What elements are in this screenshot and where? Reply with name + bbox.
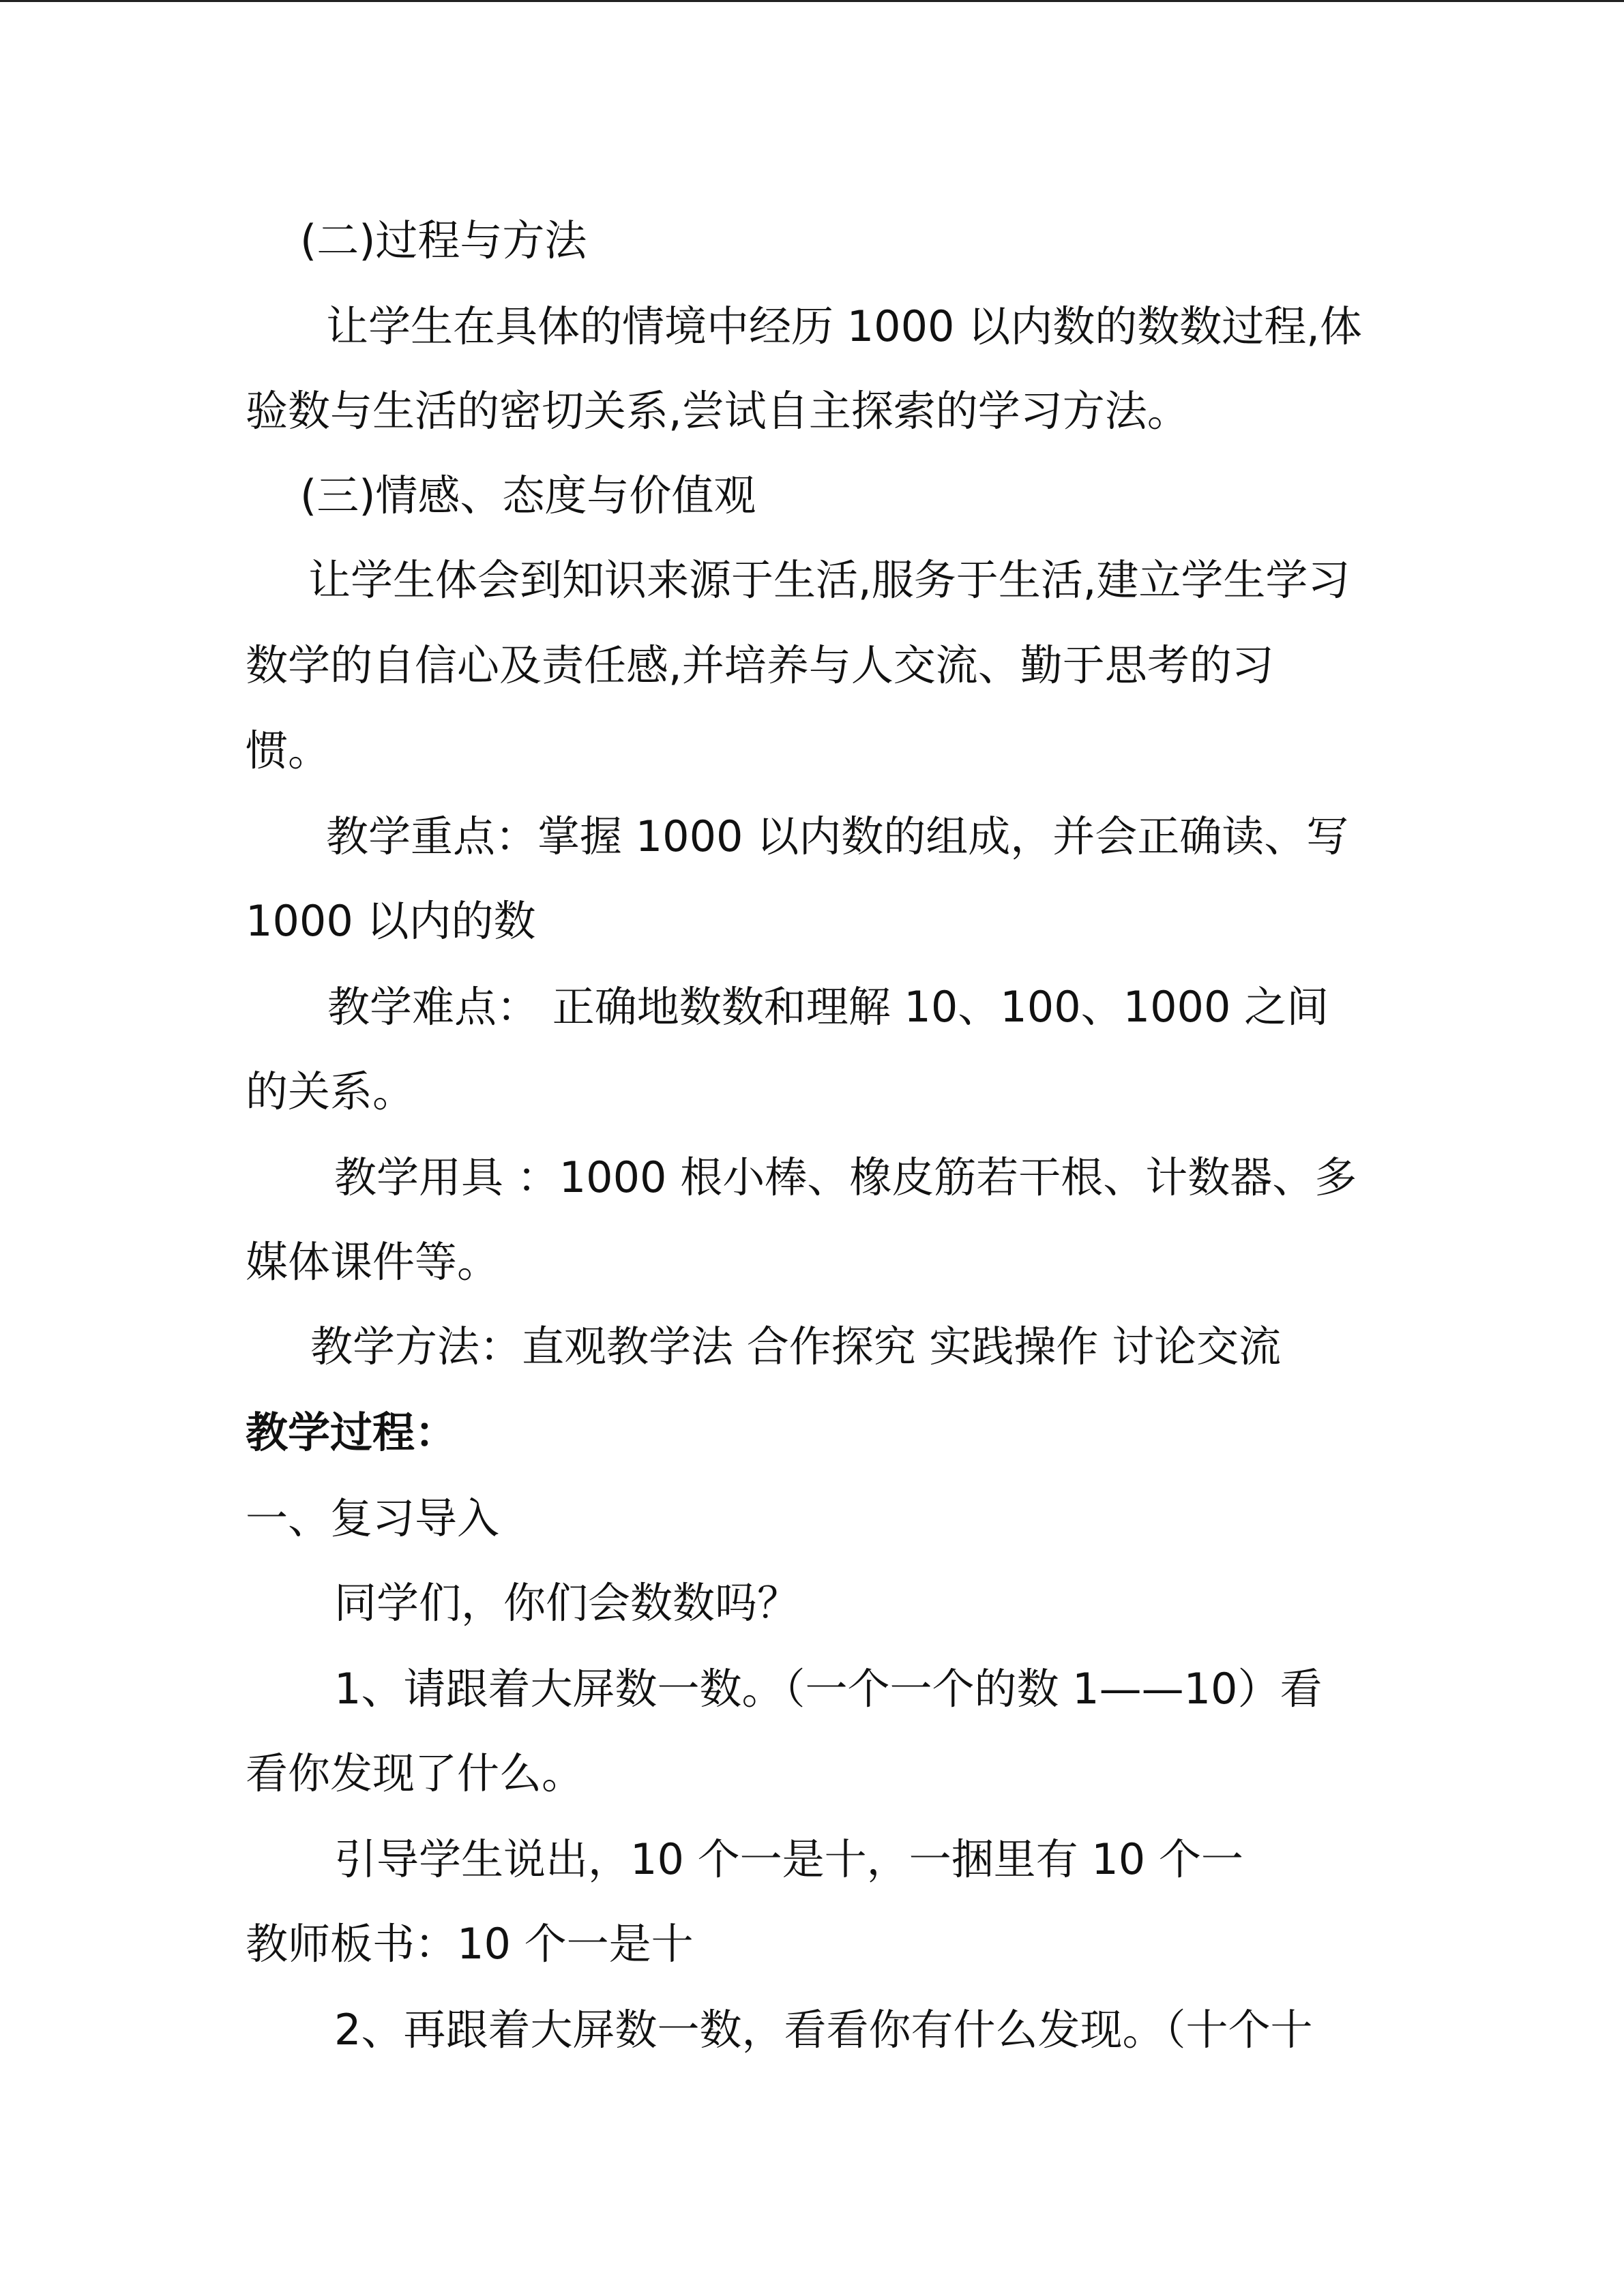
teaching-difficulty-line: 教学难点： 正确地数数和理解 10、100、1000 之间	[327, 982, 1329, 1032]
section-heading-review: 一、复习导入	[246, 1493, 500, 1543]
paragraph-line: 的关系。	[246, 1067, 415, 1116]
paragraph-line: 验数与生活的密切关系,尝试自主探索的学习方法。	[246, 386, 1190, 436]
paragraph-line: 让学生体会到知识来源于生活,服务于生活,建立学生学习	[308, 555, 1350, 605]
paragraph-line: 让学生在具体的情境中经历 1000 以内数的数数过程,体	[326, 301, 1362, 351]
teaching-process-heading: 教学过程：	[246, 1407, 458, 1457]
paragraph-line: 1、请跟着大屏数一数。（一个一个的数 1——10）看	[334, 1664, 1323, 1714]
paragraph-line: 同学们，你们会数数吗？	[334, 1578, 800, 1628]
paragraph-line: 1000 以内的数	[246, 896, 536, 946]
section-heading-process-method: (二)过程与方法	[300, 215, 587, 265]
paragraph-line: 媒体课件等。	[246, 1237, 500, 1287]
section-heading-emotion-values: (三)情感、态度与价值观	[300, 471, 756, 520]
blackboard-note-line: 教师板书：10 个一是十	[246, 1919, 694, 1969]
teaching-tools-line: 教学用具 ：1000 根小棒、橡皮筋若干根、计数器、多	[334, 1152, 1357, 1202]
paragraph-line: 惯。	[246, 726, 331, 775]
paragraph-line: 数学的自信心及责任感,并培养与人交流、勤于思考的习	[246, 640, 1274, 690]
teaching-focus-line: 教学重点：掌握 1000 以内数的组成，并会正确读、写	[326, 811, 1349, 861]
paragraph-line: 2、再跟着大屏数一数，看看你有什么发现。（十个十	[334, 2005, 1313, 2055]
paragraph-line: 看你发现了什么。	[246, 1748, 585, 1798]
teaching-methods-line: 教学方法：直观教学法 合作探究 实践操作 讨论交流	[310, 1322, 1282, 1371]
paragraph-line: 引导学生说出，10 个一是十，一捆里有 10 个一	[334, 1834, 1243, 1884]
